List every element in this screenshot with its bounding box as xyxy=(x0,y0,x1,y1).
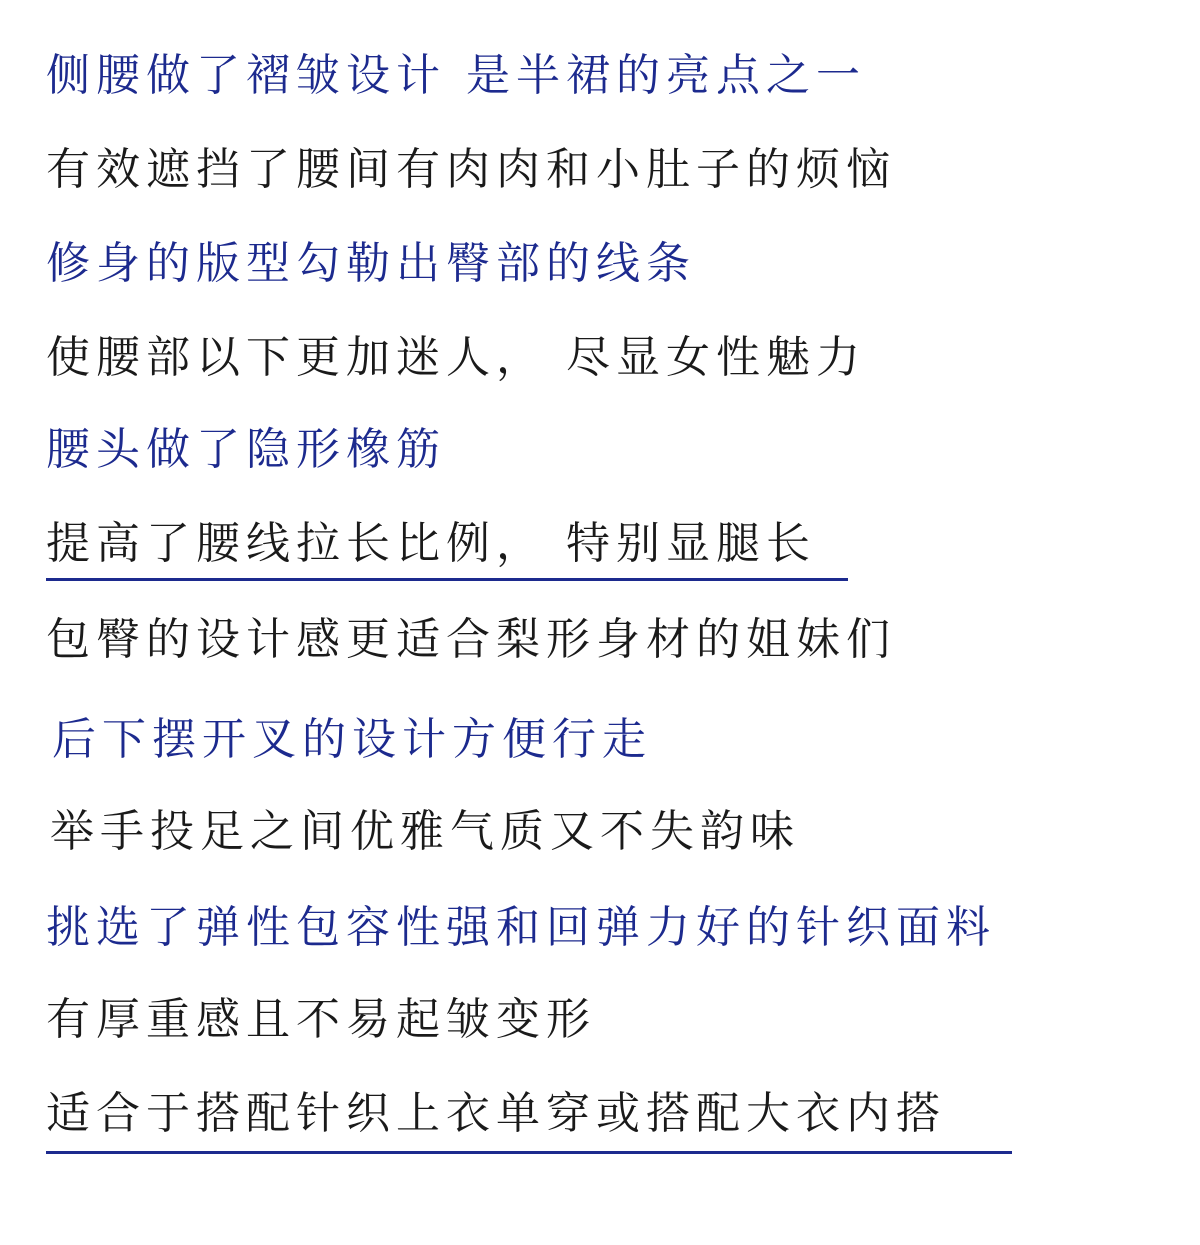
text-line-2: 有效遮挡了腰间有肉肉和小肚子的烦恼 xyxy=(46,144,896,195)
text-line-5: 腰头做了隐形橡筋 xyxy=(46,424,446,475)
text-line-4: 使腰部以下更加迷人， 尽显女性魅力 xyxy=(46,332,866,383)
text-line-6: 提高了腰线拉长比例， 特别显腿长 xyxy=(46,518,816,569)
text-line-1: 侧腰做了褶皱设计 是半裙的亮点之一 xyxy=(46,50,866,101)
underline-rule-2 xyxy=(46,1151,1012,1154)
text-line-10: 挑选了弹性包容性强和回弹力好的针织面料 xyxy=(46,902,996,953)
text-line-9: 举手投足之间优雅气质又不失韵味 xyxy=(50,806,800,857)
text-line-8: 后下摆开叉的设计方便行走 xyxy=(52,714,652,765)
text-line-11: 有厚重感且不易起皱变形 xyxy=(46,994,596,1045)
text-line-7: 包臀的设计感更适合梨形身材的姐妹们 xyxy=(46,614,896,665)
underline-rule-1 xyxy=(46,578,848,581)
text-line-3: 修身的版型勾勒出臀部的线条 xyxy=(46,238,696,289)
text-line-12: 适合于搭配针织上衣单穿或搭配大衣内搭 xyxy=(46,1088,946,1139)
